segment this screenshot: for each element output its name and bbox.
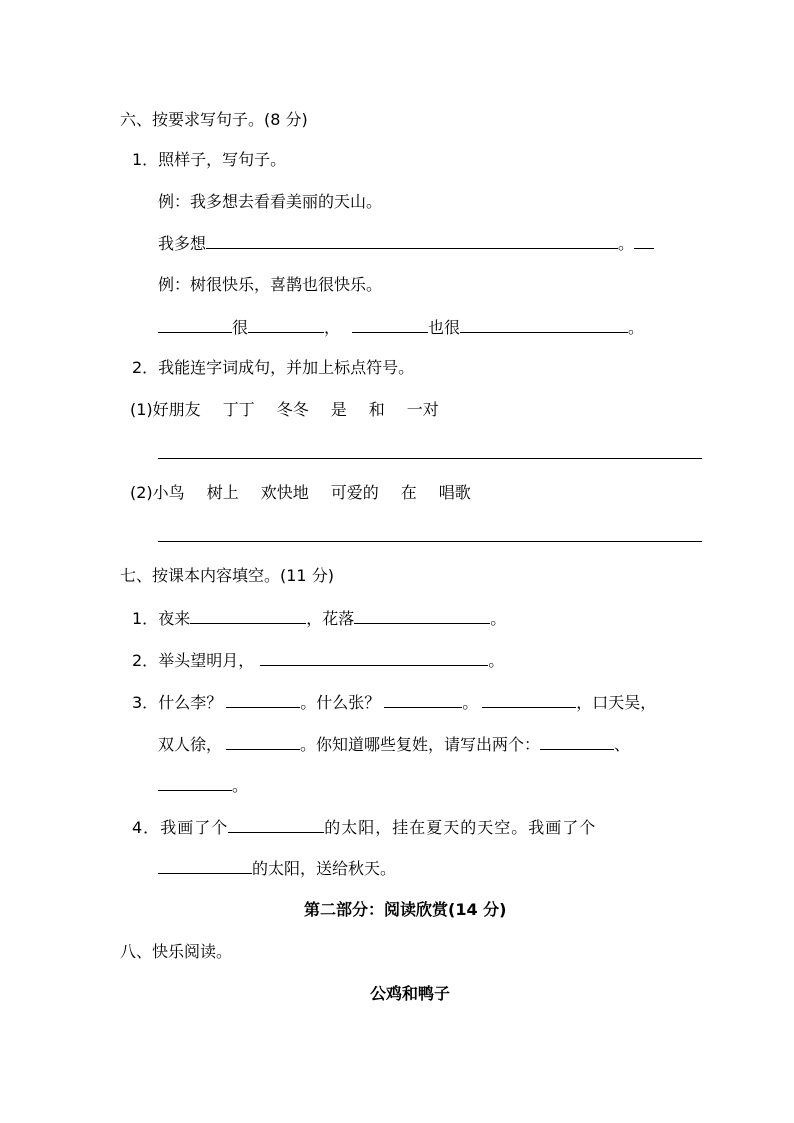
q1-b: 花落 [322,609,355,628]
item2-word: 在 [400,483,417,502]
q1-number: 1． [132,609,159,628]
item1-word: 和 [368,400,385,419]
q4-b: 的太阳，挂在夏天的天空。我画了个 [324,818,597,837]
item1-number: (1) [130,400,153,419]
fill2-a: 很 [232,318,249,337]
q3-f: 。你知道哪些复姓，请写出两个： [300,735,541,754]
q3-g: 、 [614,735,631,754]
fill2-end: 。 [628,318,645,337]
section6-q1-example1: 例：我多想去看看美丽的天山。 [158,192,383,211]
q1-end: 。 [490,609,507,628]
fill2-comma: ， [324,318,341,337]
q3-blank-4[interactable] [226,734,300,750]
q4-blank-2[interactable] [158,858,252,874]
item2-answer-line[interactable] [158,541,702,542]
item2-word: 树上 [206,483,239,502]
section6-q2-item1 [130,400,439,420]
section7-q3-line2 [158,734,630,755]
q1-blank-1[interactable] [190,608,306,624]
q3-blank-5[interactable] [540,734,614,750]
section6-q1-example2: 例：树很快乐，喜鹊也很快乐。 [158,275,383,294]
fill1-end: 。 [618,234,635,253]
item1-word: 冬冬 [276,400,309,419]
section6-q1-fill1 [158,233,654,254]
section7-title: 七、按课本内容填空。(11 分) [120,566,334,585]
q4-a: 我画了个 [160,818,229,837]
fill1-blank[interactable] [206,233,618,249]
q2-end: 。 [488,651,505,670]
item1-word: 好朋友 [152,400,201,419]
fill2-blank-3[interactable] [352,317,428,333]
q2-number: 2． [132,651,159,670]
q2-a: 举头望明月， [158,651,255,670]
q1-a: 夜来 [158,609,191,628]
q4-number: 4． [132,818,161,837]
q3-blank-6[interactable] [158,775,232,791]
q4-c: 的太阳，送给秋天。 [252,859,397,878]
item2-word: 欢快地 [260,483,309,502]
q4-blank-1[interactable] [228,817,324,833]
q3-a: 什么李？ [158,693,223,712]
fill1-prefix: 我多想 [158,234,207,253]
fill2-blank-4[interactable] [460,317,628,333]
item2-word: 唱歌 [438,483,471,502]
section7-q3-line3 [158,775,248,796]
section7-q3-line1 [132,692,656,713]
fill2-blank-1[interactable] [158,317,232,333]
item2-word: 小鸟 [152,483,185,502]
q3-blank-2[interactable] [384,692,462,708]
q3-number: 3． [132,693,159,712]
item2-word: 可爱的 [330,483,379,502]
q1-blank-2[interactable] [354,608,490,624]
section6-q2-item2 [130,483,471,503]
item2-number: (2) [130,483,153,502]
q1-comma: ， [306,609,323,628]
item1-word: 是 [330,400,347,419]
section7-q2 [132,650,504,671]
section6-q1-fill2 [158,317,644,338]
q3-h: 。 [232,776,249,795]
q3-c: 。 [462,693,479,712]
q2-blank[interactable] [260,650,488,666]
fill1-tail-underline [634,233,654,249]
section7-q4-line2 [158,858,396,879]
q3-e: 双人徐， [158,735,223,754]
q3-blank-3[interactable] [482,692,576,708]
section6-title: 六、按要求写句子。(8 分) [120,110,308,129]
fill2-b: 也很 [428,318,461,337]
item1-word: 一对 [406,400,439,419]
section6-q2-label: 2．我能连字词成句，并加上标点符号。 [132,358,415,377]
fill2-blank-2[interactable] [248,317,324,333]
q3-d: ，口天吴， [576,693,657,712]
q3-blank-1[interactable] [226,692,300,708]
part2-title: 第二部分：阅读欣赏(14 分) [304,900,507,919]
section8-title: 八、快乐阅读。 [120,942,233,961]
q3-b: 。什么张？ [300,693,381,712]
item1-word: 丁丁 [222,400,255,419]
story-title: 公鸡和鸭子 [370,984,451,1003]
item1-answer-line[interactable] [158,458,702,459]
section6-q1-label: 1．照样子，写句子。 [132,150,287,169]
section7-q1 [132,608,506,629]
section7-q4-line1 [132,817,596,838]
